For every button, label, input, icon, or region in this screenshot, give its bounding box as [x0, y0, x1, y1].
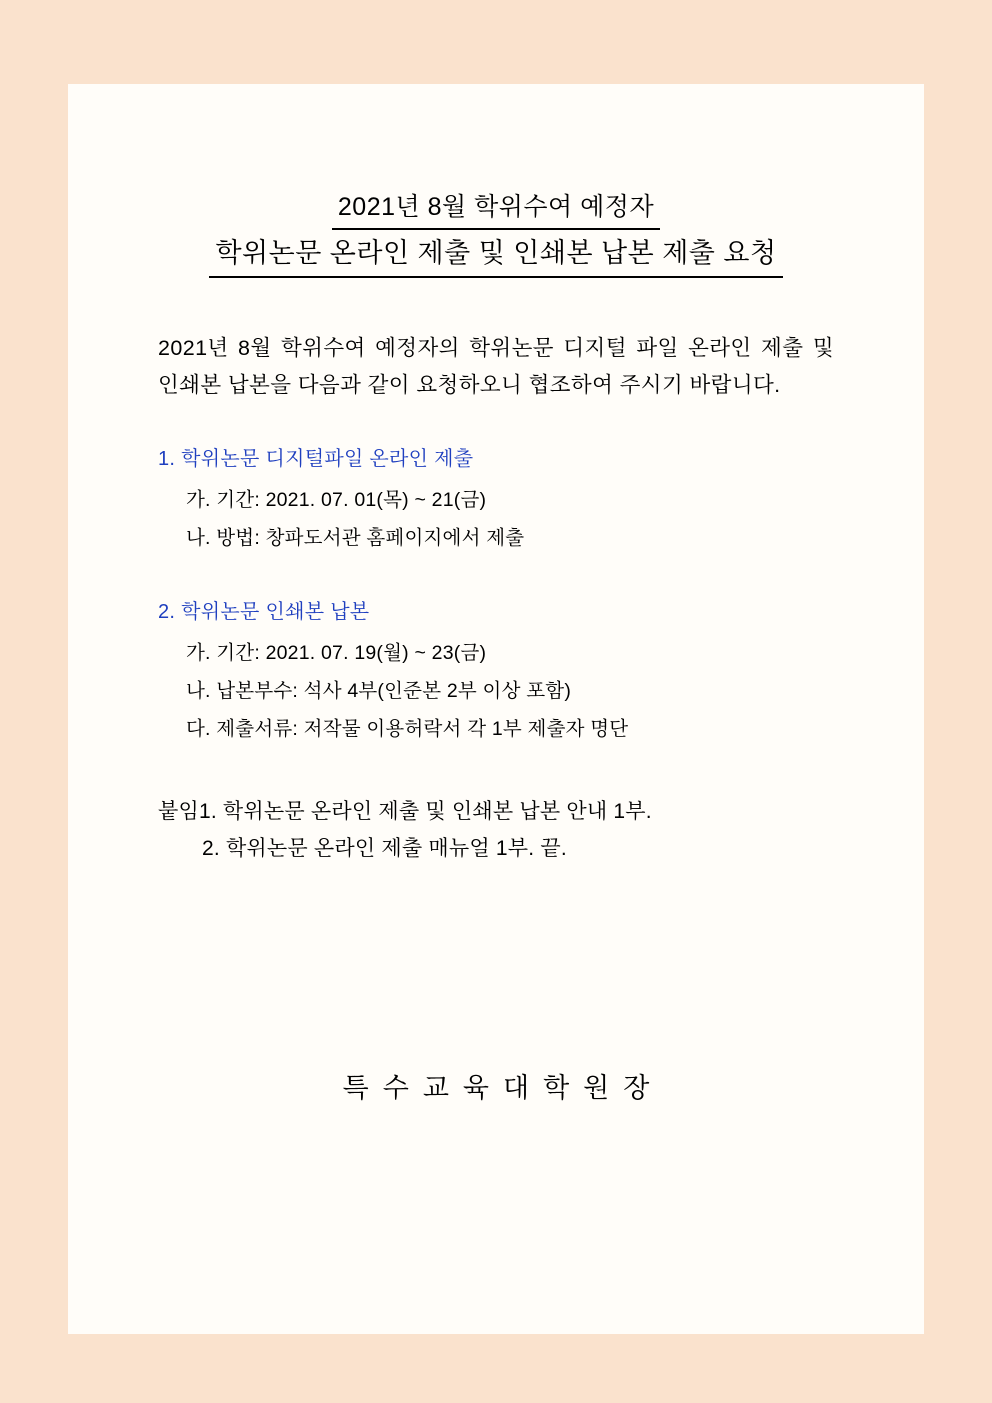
section-2-item-3: 다. 제출서류: 저작물 이용허락서 각 1부 제출자 명단 [186, 718, 629, 741]
section-1-item-2: 나. 방법: 창파도서관 홈페이지에서 제출 [186, 527, 525, 550]
section-print-deposit [158, 595, 834, 748]
attachment-line-1: 붙임1. 학위논문 온라인 제출 및 인쇄본 납본 안내 1부. [158, 800, 652, 824]
section-2-item-2: 나. 납본부수: 석사 4부(인준본 2부 이상 포함) [186, 680, 572, 703]
section-2-item-1: 가. 기간: 2021. 07. 19(월) ~ 23(금) [186, 642, 487, 665]
section-1-item-1: 가. 기간: 2021. 07. 01(목) ~ 21(금) [186, 489, 487, 512]
title-line-2: 학위논문 온라인 제출 및 인쇄본 납본 제출 요청 [209, 234, 782, 278]
section-online-submission [158, 442, 834, 557]
section-1-heading: 1. 학위논문 디지털파일 온라인 제출 [158, 448, 474, 471]
issuer-signature: 특수교육대학원장 [342, 1072, 664, 1103]
document-title [158, 189, 834, 278]
section-2-heading: 2. 학위논문 인쇄본 납본 [158, 601, 370, 624]
document-page [68, 84, 924, 1334]
attachment-line-2: 2. 학위논문 온라인 제출 매뉴얼 1부. 끝. [202, 837, 567, 861]
title-line-1: 2021년 8월 학위수여 예정자 [332, 189, 660, 230]
intro-paragraph: 2021년 8월 학위수여 예정자의 학위논문 디지털 파일 온라인 제출 및 인쇄본 납본을 다음과 같이 요청하오니 협조하여 주시기 바랍니다. [158, 336, 834, 398]
document-body [68, 189, 924, 1105]
attachments [158, 794, 834, 868]
